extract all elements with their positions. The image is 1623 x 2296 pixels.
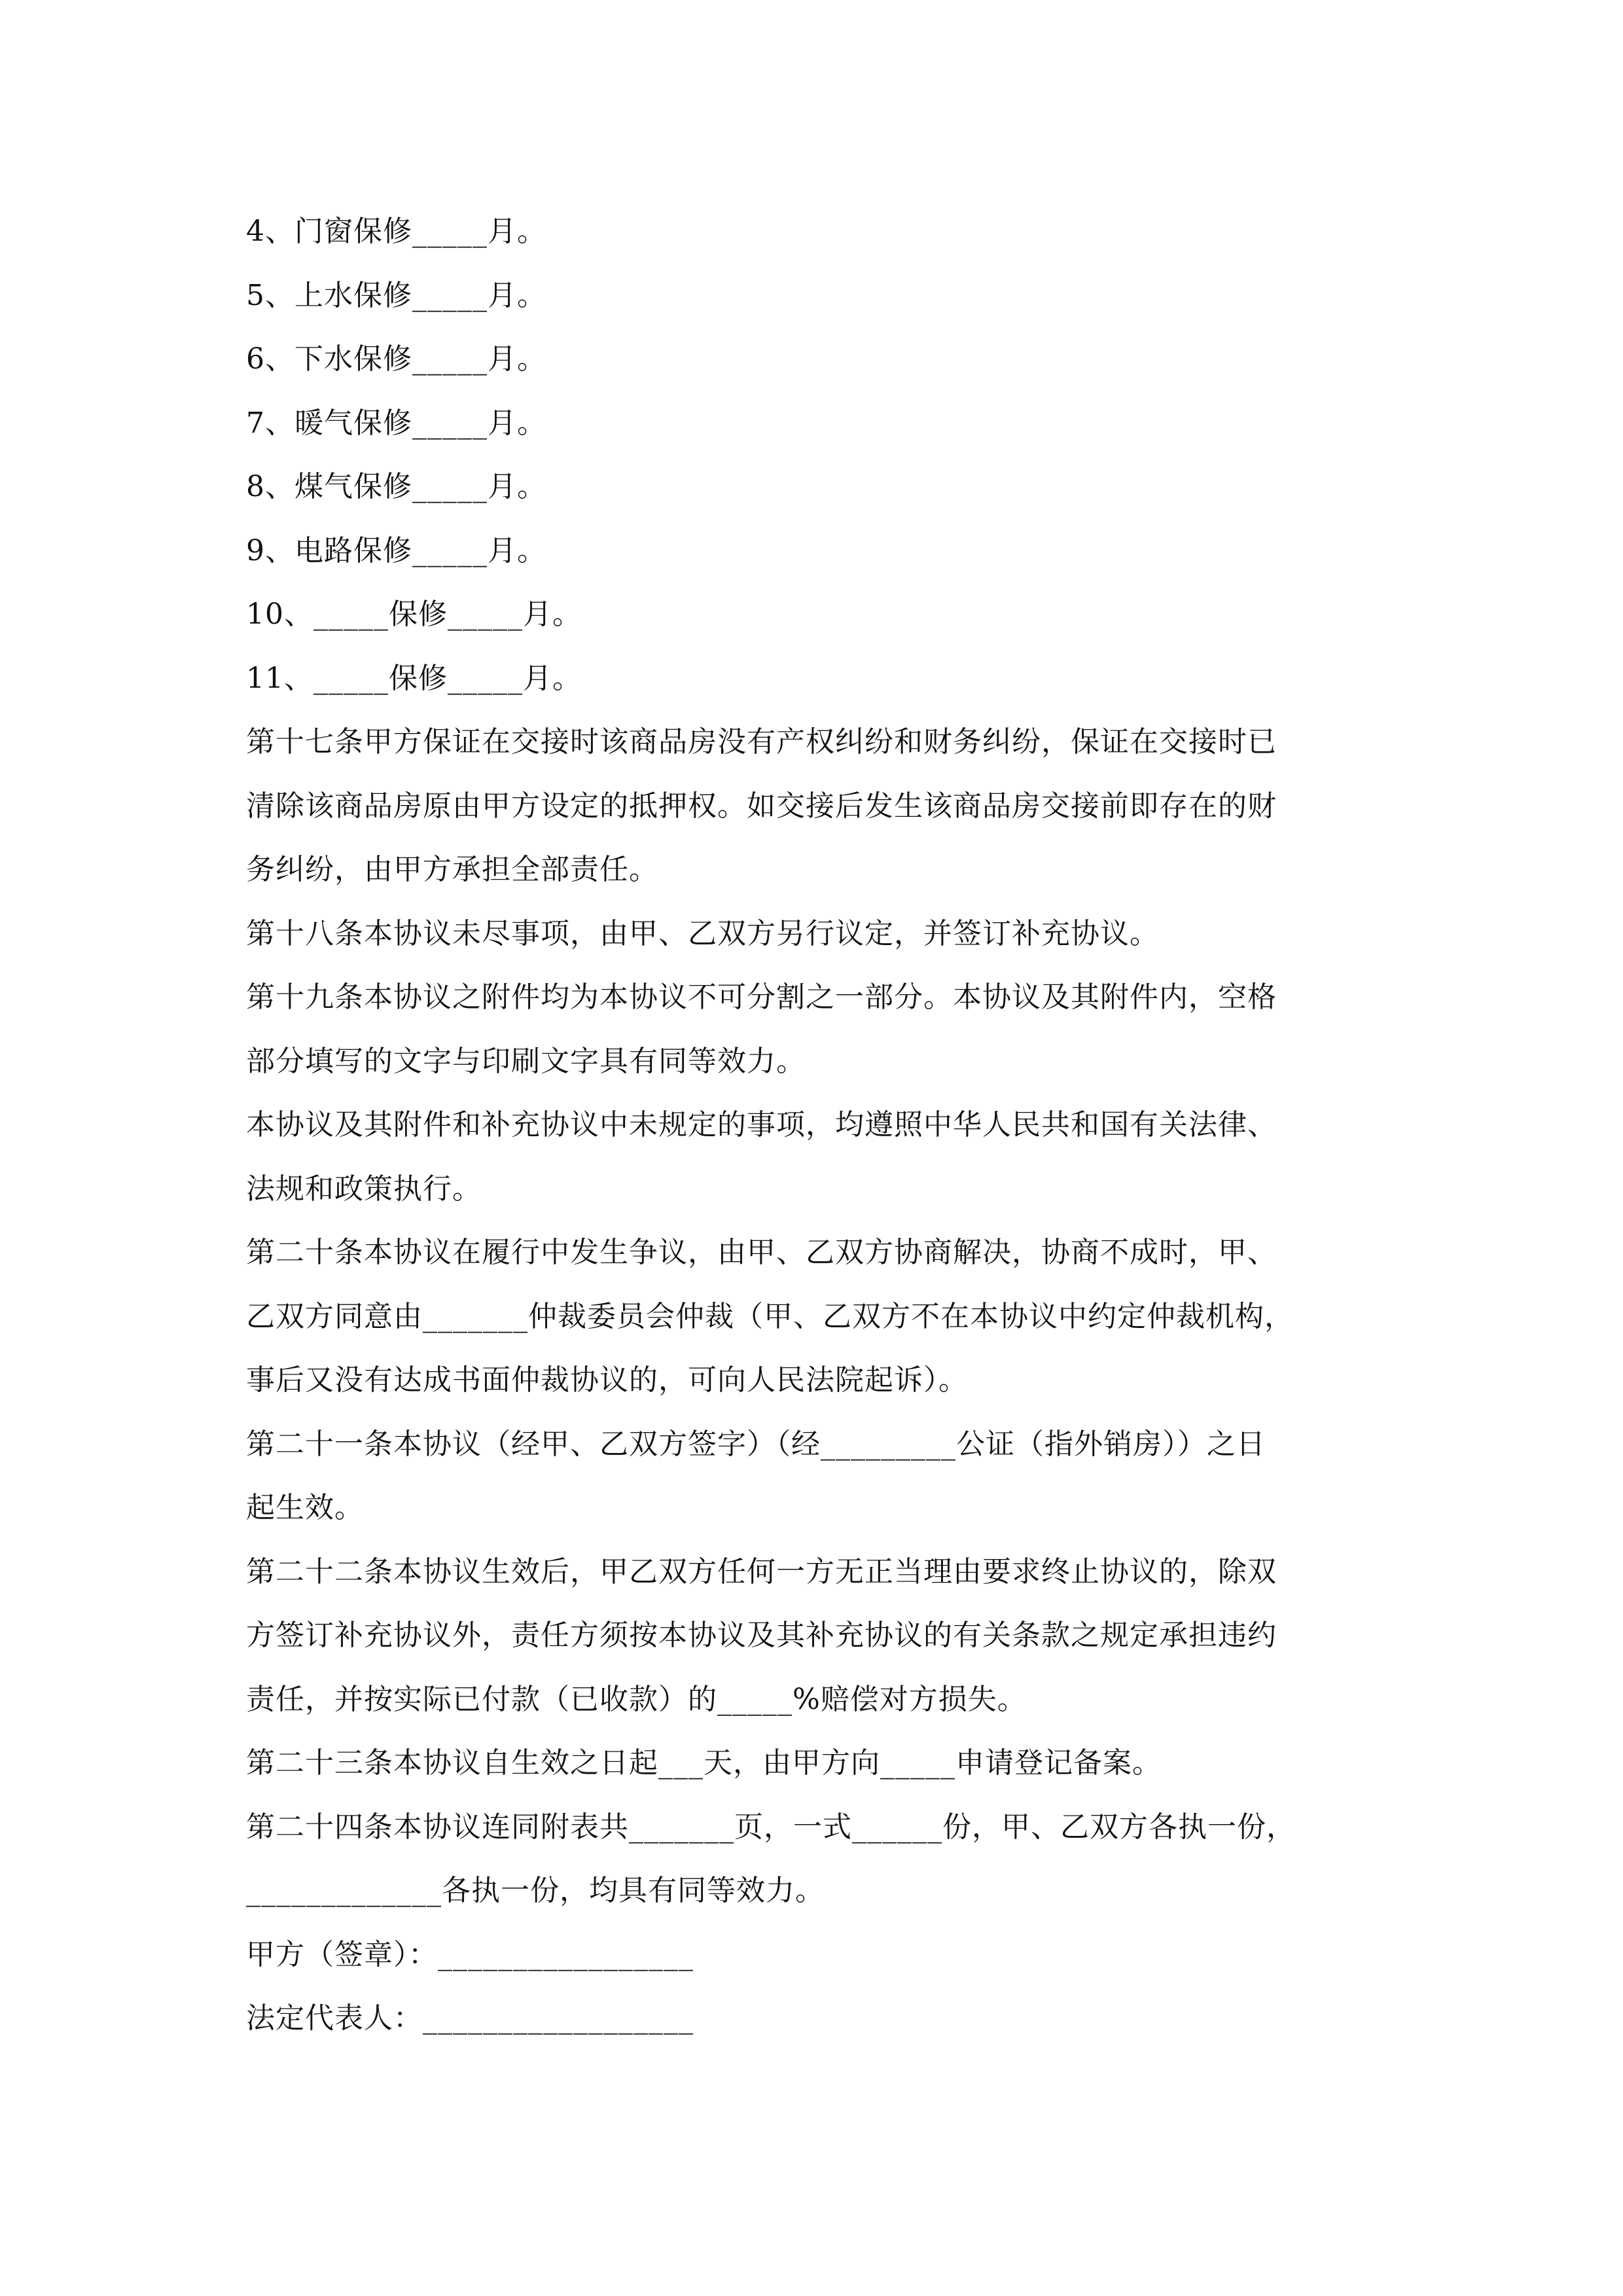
clause-water-supply-warranty: 5、上水保修_____月。 [246,278,546,312]
supplementary-note-line-1: 本协议及其附件和补充协议中未规定的事项，均遵照中华人民共和国有关法律、 [246,1108,1277,1141]
article-18: 第十八条本协议未尽事项，由甲、乙双方另行议定，并签订补充协议。 [246,916,1159,950]
article-17-line-3: 务纠纷，由甲方承担全部责任。 [246,853,658,886]
contract-body [246,200,1398,2051]
party-a-signature-line: 甲方（签章）：_________________ [246,1937,694,1971]
clause-gas-warranty: 8、煤气保修_____月。 [246,470,546,503]
legal-representative-line: 法定代表人：__________________ [246,2001,694,2035]
article-17-line-2: 清除该商品房原由甲方设定的抵押权。如交接后发生该商品房交接前即存在的财 [246,789,1277,823]
article-20-line-3: 事后又没有达成书面仲裁协议的，可向人民法院起诉）。 [246,1363,968,1397]
article-21-line-2: 起生效。 [246,1491,364,1524]
clause-door-window-warranty: 4、门窗保修_____月。 [246,215,546,248]
supplementary-note-line-2: 法规和政策执行。 [246,1172,482,1206]
article-20-line-1: 第二十条本协议在履行中发生争议，由甲、乙双方协商解决，协商不成时，甲、 [246,1236,1277,1269]
clause-other-warranty-10: 10、_____保修_____月。 [246,598,582,631]
article-22-line-2: 方签订补充协议外，责任方须按本协议及其补充协议的有关条款之规定承担违约 [246,1619,1277,1652]
article-22-line-3: 责任，并按实际已付款（已收款）的_____%赔偿对方损失。 [246,1682,1027,1716]
article-24-line-2: _____________各执一份，均具有同等效力。 [246,1874,825,1907]
article-23: 第二十三条本协议自生效之日起___天，由甲方向_____申请登记备案。 [246,1746,1162,1780]
article-17-line-1: 第十七条甲方保证在交接时该商品房没有产权纠纷和财务纠纷，保证在交接时已 [246,725,1277,759]
article-19-line-1: 第十九条本协议之附件均为本协议不可分割之一部分。本协议及其附件内，空格 [246,980,1277,1014]
article-24-line-1: 第二十四条本协议连同附表共_______页，一式______份，甲、乙双方各执一份， [246,1810,1296,1844]
clause-electrical-warranty: 9、电路保修_____月。 [246,533,546,567]
clause-other-warranty-11: 11、_____保修_____月。 [246,661,582,695]
clause-heating-warranty: 7、暖气保修_____月。 [246,406,546,440]
article-22-line-1: 第二十二条本协议生效后，甲乙双方任何一方无正当理由要求终止协议的，除双 [246,1554,1277,1588]
article-19-line-2: 部分填写的文字与印刷文字具有同等效力。 [246,1044,806,1078]
clause-drainage-warranty: 6、下水保修_____月。 [246,342,546,376]
article-21-line-1: 第二十一条本协议（经甲、乙双方签字）（经_________公证（指外销房））之日 [246,1427,1266,1461]
article-20-line-2: 乙双方同意由_______仲裁委员会仲裁（甲、乙双方不在本协议中约定仲裁机构， [246,1299,1294,1333]
